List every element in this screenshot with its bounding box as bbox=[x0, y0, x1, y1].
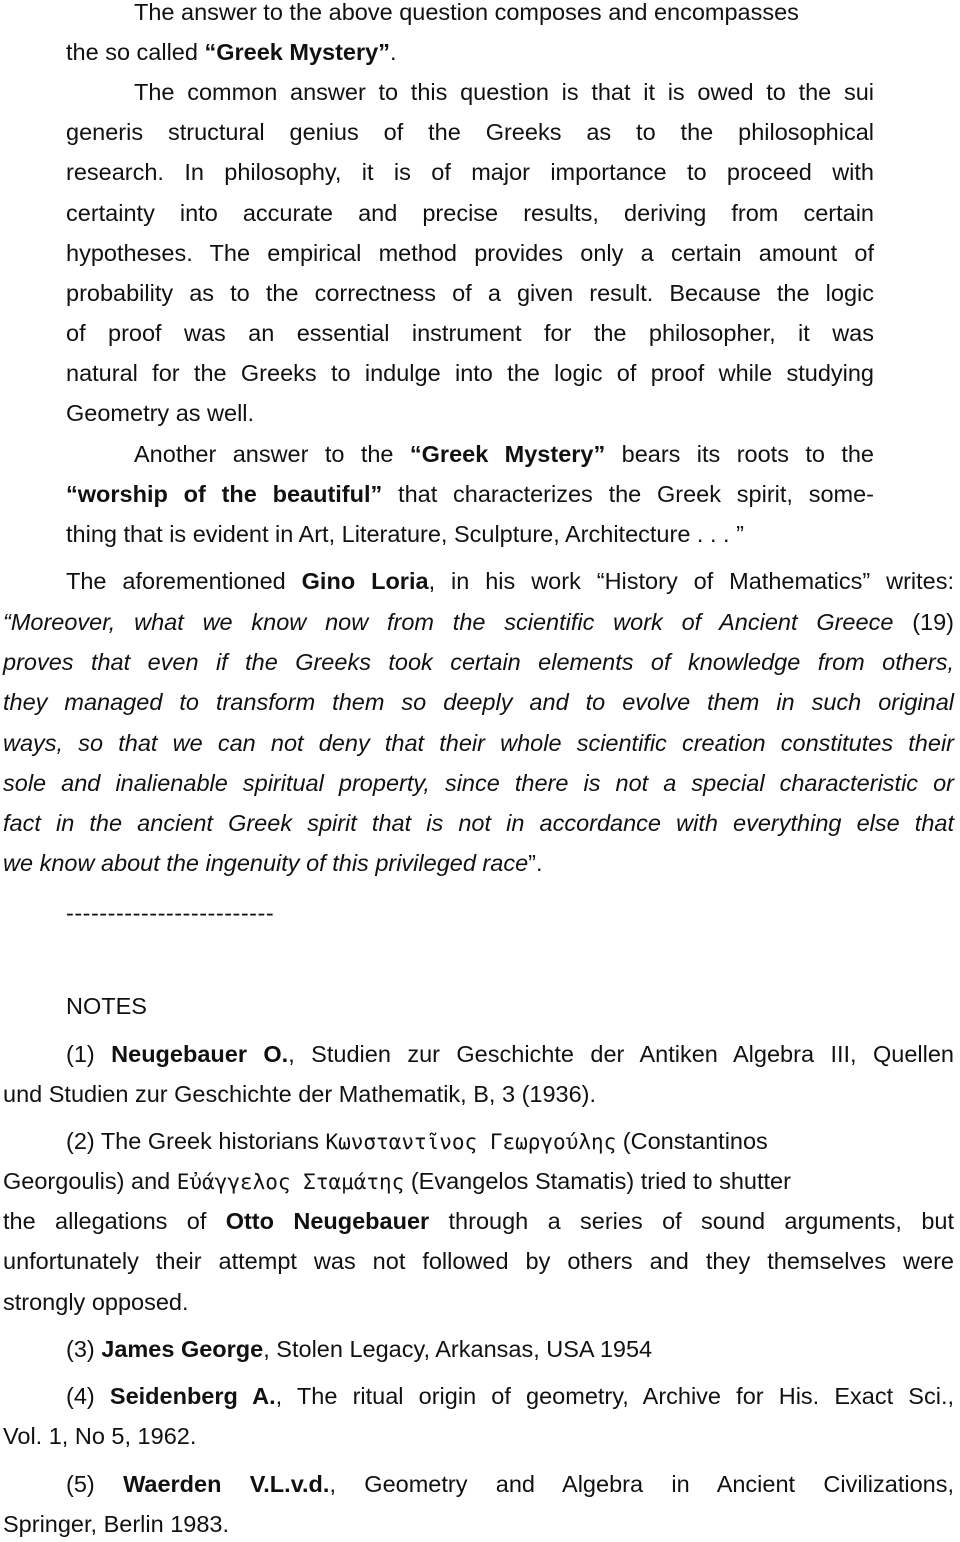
text: (Evangelos Stamatis) tried to shutter bbox=[404, 1168, 791, 1194]
notes-heading bbox=[66, 991, 147, 1021]
note-5 bbox=[66, 1469, 954, 1499]
quote-line bbox=[3, 808, 954, 838]
text: the so called bbox=[66, 39, 205, 65]
paragraph-line bbox=[66, 198, 874, 228]
text: (4) bbox=[66, 1383, 110, 1409]
note-2-continued bbox=[3, 1166, 791, 1197]
text: (Constantinos bbox=[616, 1128, 768, 1154]
note-4 bbox=[66, 1381, 954, 1411]
text: , Geometry and Algebra in Ancient Civilizations, bbox=[329, 1471, 954, 1497]
bold-term: Neugebauer O. bbox=[111, 1041, 289, 1067]
reference-marker: (19) bbox=[893, 609, 954, 635]
bold-term: Gino Loria bbox=[301, 568, 429, 594]
text: , Stolen Legacy, Arkansas, USA 1954 bbox=[263, 1336, 653, 1362]
quote-line bbox=[3, 607, 954, 637]
text: unfortunately their attempt was not followed by others and they themselves were bbox=[3, 1248, 954, 1274]
text: thing that is evident in Art, Literature, Sculpture, Architecture . . . ” bbox=[66, 521, 744, 547]
greek-name: Κωνσταντῖνος Γεωργούλης bbox=[325, 1130, 617, 1154]
text: . bbox=[389, 39, 397, 65]
paragraph-line bbox=[66, 278, 874, 308]
quote-line bbox=[3, 647, 954, 677]
text: research. In philosophy, it is of major importance to proceed with bbox=[66, 159, 874, 185]
paragraph-line bbox=[66, 566, 954, 596]
text: (3) bbox=[66, 1336, 102, 1362]
greek-name: Εὐάγγελος Σταμάτης bbox=[176, 1170, 405, 1194]
bold-term: Waerden V.L.v.d. bbox=[123, 1471, 330, 1497]
note-1 bbox=[66, 1039, 954, 1069]
quote-line bbox=[3, 687, 954, 717]
text: , The ritual origin of geometry, Archive for His. Exact Sci., bbox=[275, 1383, 954, 1409]
text: through a series of sound arguments, but bbox=[429, 1208, 954, 1234]
paragraph-line bbox=[66, 358, 874, 388]
note-2-continued bbox=[3, 1287, 189, 1317]
text: , Studien zur Geschichte der Antiken Algebra III, Quellen bbox=[288, 1041, 954, 1067]
text: (2) The Greek historians bbox=[66, 1128, 326, 1154]
note-2-continued bbox=[3, 1246, 954, 1276]
text: (1) bbox=[66, 1041, 112, 1067]
quote-text: proves that even if the Greeks took certain elements of knowledge from others, bbox=[3, 649, 954, 675]
quote-text: “Moreover, what we know now from the scientific work of Ancient Greece bbox=[3, 609, 894, 635]
quote-text: fact in the ancient Greek spirit that is not in accordance with everything else that bbox=[3, 810, 954, 836]
text: probability as to the correctness of a given result. Because the logic bbox=[66, 280, 874, 306]
quote-line bbox=[3, 768, 954, 798]
text: Georgoulis) and bbox=[3, 1168, 177, 1194]
paragraph-line bbox=[66, 117, 874, 147]
text: Vol. 1, No 5, 1962. bbox=[3, 1423, 197, 1449]
text: strongly opposed. bbox=[3, 1289, 189, 1315]
text: und Studien zur Geschichte der Mathematik, B, 3 (1936). bbox=[3, 1081, 597, 1107]
text: generis structural genius of the Greeks as to the philosophical bbox=[66, 119, 874, 145]
text: certainty into accurate and precise results, deriving from certain bbox=[66, 200, 874, 226]
paragraph-line bbox=[134, 77, 874, 107]
note-2-continued bbox=[3, 1206, 954, 1236]
quote-text: we know about the ingenuity of this privileged race bbox=[3, 850, 529, 876]
text: Springer, Berlin 1983. bbox=[3, 1511, 230, 1537]
text: The aforementioned bbox=[66, 568, 302, 594]
text: hypotheses. The empirical method provides only a certain amount of bbox=[66, 240, 874, 266]
paragraph-line bbox=[134, 0, 874, 27]
quote-text: sole and inalienable spiritual property, since there is not a special characteristic or bbox=[3, 770, 954, 796]
paragraph-line bbox=[66, 398, 254, 428]
bold-term: “Greek Mystery” bbox=[204, 39, 390, 65]
text: (5) bbox=[66, 1471, 124, 1497]
bold-term: James George bbox=[101, 1336, 264, 1362]
paragraph-line bbox=[134, 439, 874, 469]
paragraph-line bbox=[66, 37, 397, 67]
paragraph-line bbox=[66, 157, 874, 187]
bold-term: Seidenberg A. bbox=[109, 1383, 276, 1409]
quote-text: they managed to transform them so deeply and to evolve them in such original bbox=[3, 689, 954, 715]
note-5-continued bbox=[3, 1509, 229, 1539]
text: The common answer to this question is that it is owed to the sui bbox=[134, 79, 874, 105]
text: ”. bbox=[528, 850, 543, 876]
text: , in his work “History of Mathematics” writes: bbox=[428, 568, 955, 594]
text: the allegations of bbox=[3, 1208, 226, 1234]
text: of proof was an essential instrument for the philosopher, it was bbox=[66, 320, 874, 346]
text: ------------------------- bbox=[66, 900, 275, 926]
text: The answer to the above question composes and encompasses bbox=[134, 0, 799, 25]
bold-term: “Greek Mystery” bbox=[409, 441, 606, 467]
note-2 bbox=[66, 1126, 768, 1157]
text: bears its roots to the bbox=[605, 441, 874, 467]
paragraph-line bbox=[66, 519, 744, 549]
separator-rule bbox=[66, 898, 274, 928]
note-3 bbox=[66, 1334, 652, 1364]
quote-text: ways, so that we can not deny that their whole scientific creation constitutes their bbox=[3, 730, 954, 756]
quote-line bbox=[3, 848, 543, 878]
paragraph-line bbox=[66, 479, 874, 509]
note-1-continued bbox=[3, 1079, 596, 1109]
paragraph-line bbox=[66, 318, 874, 348]
text: NOTES bbox=[66, 993, 147, 1019]
text: that characterizes the Greek spirit, some- bbox=[382, 481, 874, 507]
text: natural for the Greeks to indulge into the logic of proof while studying bbox=[66, 360, 874, 386]
quote-line bbox=[3, 728, 954, 758]
text: Geometry as well. bbox=[66, 400, 255, 426]
text: Another answer to the bbox=[134, 441, 410, 467]
bold-term: “worship of the beautiful” bbox=[66, 481, 383, 507]
note-4-continued bbox=[3, 1421, 196, 1451]
bold-term: Otto Neugebauer bbox=[225, 1208, 430, 1234]
paragraph-line bbox=[66, 238, 874, 268]
